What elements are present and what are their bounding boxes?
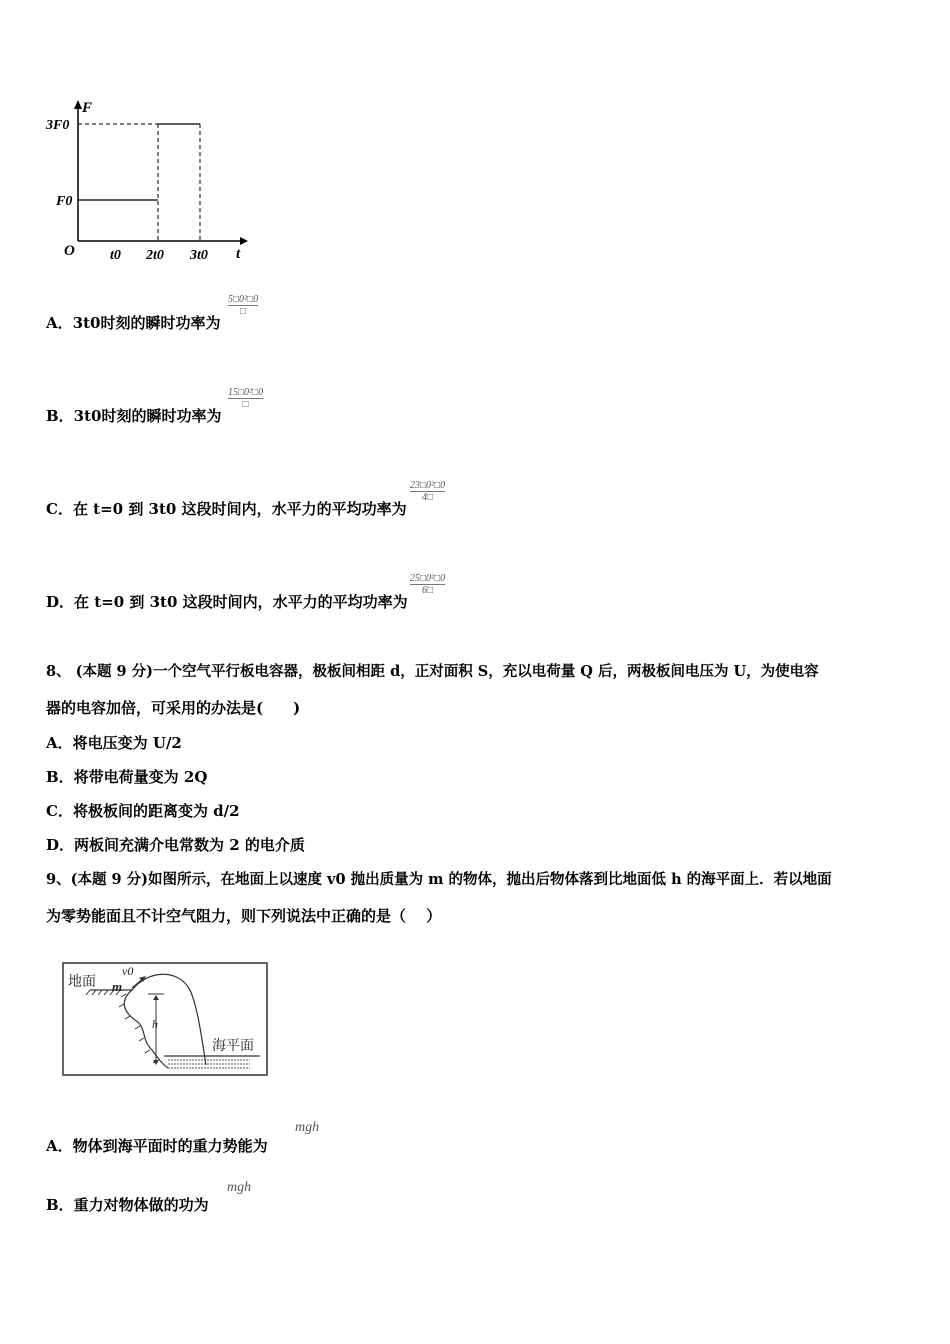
q9-stem-line1: 9、(本题 9 分)如图所示，在地面上以速度 v0 抛出质量为 m 的物体，抛出后物体落到比地面低 h 的海平面上．若以地面: [46, 871, 832, 888]
frac-bottom: □: [242, 399, 249, 410]
frac-bottom: 6□: [422, 585, 434, 596]
f-axis-arrow-icon: [74, 100, 82, 109]
q9-option-a[interactable]: A．物体到海平面时的重力势能为: [46, 1137, 268, 1155]
q7-option-c[interactable]: C．在 t=0 到 3t0 这段时间内，水平力的平均功率为: [46, 500, 407, 518]
q9-option-b[interactable]: B．重力对物体做的功为: [46, 1196, 209, 1214]
x-label-3t0: 3t0: [190, 248, 208, 263]
ground-label: 地面: [68, 974, 96, 990]
origin-label: O: [64, 243, 75, 259]
x-label-2t0: 2t0: [146, 248, 164, 263]
q8-option-c[interactable]: C．将极板间的距离变为 d/2: [46, 802, 240, 820]
frac-bottom: 4□: [422, 492, 434, 503]
y-label-3f0: 3F0: [46, 118, 70, 133]
t-axis-arrow-icon: [240, 237, 248, 245]
q7-option-a[interactable]: A．3t0时刻的瞬时功率为: [46, 314, 221, 332]
q7-option-b[interactable]: B．3t0时刻的瞬时功率为: [46, 407, 222, 425]
axis-f-label: F: [82, 100, 93, 116]
frac-top: 23□0²□0: [410, 480, 446, 491]
q7-option-a-fraction: [228, 294, 258, 317]
q9-option-a-mgh: mgh: [295, 1120, 320, 1135]
frac-top: 25□0²□0: [410, 573, 446, 584]
axis-t-label: t: [236, 246, 241, 262]
q7-option-c-fraction: [410, 480, 445, 503]
q7-option-b-fraction: [228, 387, 263, 410]
q8-stem-line2: 器的电容加倍，可采用的办法是( ): [46, 699, 301, 717]
q8-stem-line1: 8、 (本题 9 分)一个空气平行板电容器，极板间相距 d，正对面积 S，充以电荷量 Q 后，两极板间电压为 U，为使电容: [46, 663, 819, 680]
q7-option-d[interactable]: D．在 t=0 到 3t0 这段时间内，水平力的平均功率为: [46, 593, 408, 611]
q8-option-b[interactable]: B．将带电荷量变为 2Q: [46, 768, 208, 786]
q9-stem-line2: 为零势能面且不计空气阻力，则下列说法中正确的是（ ）: [46, 907, 442, 925]
frac-top: 15□0²□0: [228, 387, 264, 398]
h-label: h: [152, 1017, 158, 1031]
x-label-t0: t0: [110, 248, 121, 263]
q8-option-a[interactable]: A．将电压变为 U/2: [46, 734, 182, 752]
projectile-cliff-figure: [60, 960, 272, 1078]
q7-option-d-fraction: [410, 573, 445, 596]
m-label: m: [112, 979, 123, 994]
frac-top: 5□0²□0: [228, 294, 259, 305]
q8-option-d[interactable]: D．两板间充满介电常数为 2 的电介质: [46, 836, 305, 854]
q9-option-b-mgh: mgh: [227, 1180, 252, 1195]
frac-bottom: □: [240, 306, 247, 317]
v0-label: v0: [122, 964, 134, 978]
force-time-graph: [40, 95, 260, 275]
y-label-f0: F0: [56, 194, 73, 209]
sea-label: 海平面: [212, 1038, 254, 1054]
